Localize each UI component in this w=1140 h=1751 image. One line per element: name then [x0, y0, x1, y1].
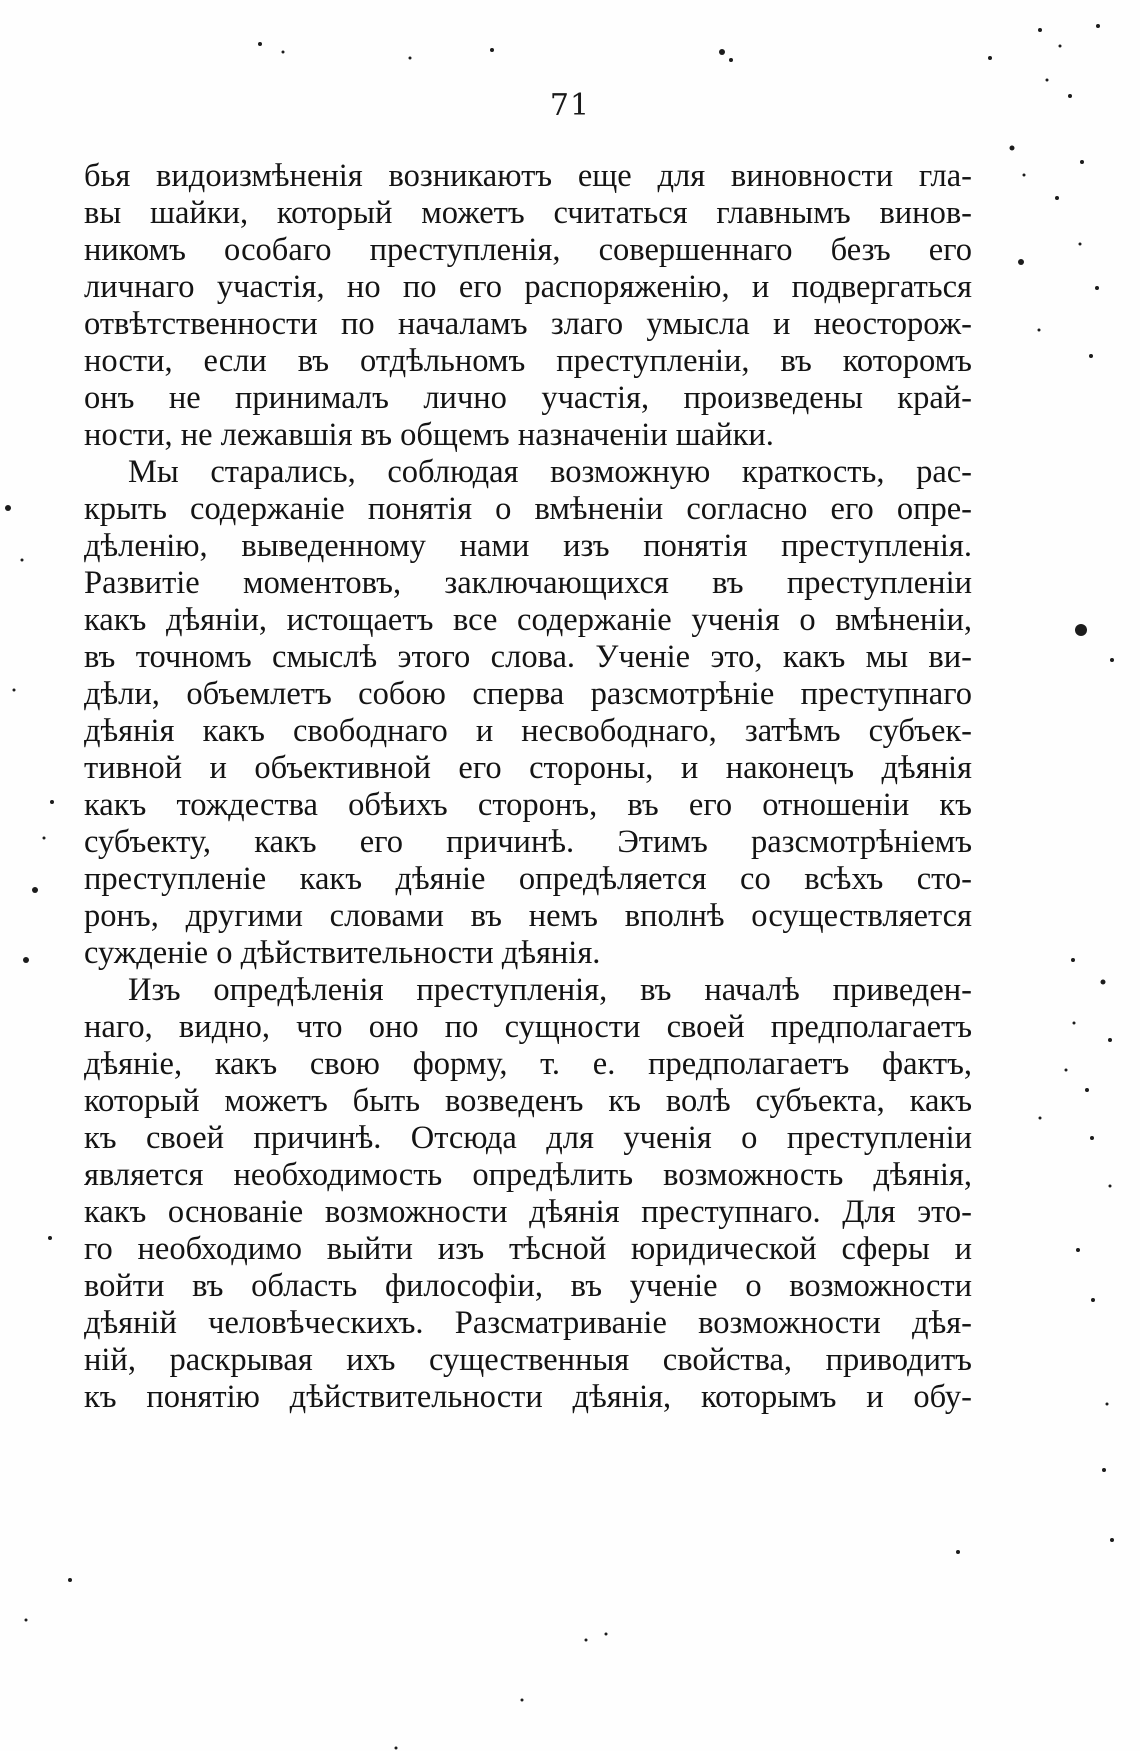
text-line: Развитіе моментовъ, заключающихся въ преступленіи — [84, 565, 972, 601]
text-line: ронъ, другими словами въ немъ вполнѣ осуществляется — [84, 898, 972, 934]
ink-speck — [258, 42, 262, 46]
ink-speck — [1080, 160, 1084, 164]
text-line: вы шайки, который можетъ считаться главнымъ винов- — [84, 195, 972, 231]
paragraph-start-line: Изъ опредѣленія преступленія, въ началѣ приведен- — [128, 972, 972, 1008]
ink-speck — [1110, 658, 1114, 662]
ink-speck — [956, 1550, 960, 1554]
ink-speck — [21, 559, 24, 562]
ink-speck — [50, 800, 54, 804]
page-number: 71 — [549, 88, 591, 123]
ink-speck — [1085, 1088, 1089, 1092]
ink-speck — [1046, 79, 1049, 82]
text-line: въ точномъ смыслѣ этого слова. Ученіе это, какъ мы ви- — [84, 639, 972, 675]
ink-speck — [988, 56, 992, 60]
ink-speck — [25, 1619, 28, 1622]
ink-speck — [1109, 1185, 1112, 1188]
ink-speck — [1101, 980, 1106, 985]
text-line: ности, если въ отдѣльномъ преступленіи, въ которомъ — [84, 343, 972, 379]
text-line: къ понятію дѣйствительности дѣянія, которымъ и обу- — [84, 1379, 972, 1415]
text-line: никомъ особаго преступленія, совершеннаго безъ его — [84, 232, 972, 268]
paragraph-start-line: Мы старались, соблюдая возможную краткость, рас- — [128, 454, 972, 490]
ink-speck — [1039, 1117, 1042, 1120]
ink-speck — [1076, 1248, 1080, 1252]
ink-speck — [1090, 1136, 1094, 1140]
text-line: бья видоизмѣненія возникаютъ еще для виновности гла- — [84, 158, 972, 194]
ink-speck — [1073, 1022, 1076, 1025]
ink-speck — [1106, 1403, 1109, 1406]
ink-speck — [585, 1639, 588, 1642]
ink-speck — [1075, 624, 1087, 636]
text-line: онъ не принималъ лично участія, произведены край- — [84, 380, 972, 416]
ink-speck — [13, 689, 16, 692]
ink-speck — [1018, 259, 1024, 265]
ink-speck — [5, 505, 11, 511]
ink-speck — [409, 57, 412, 60]
text-line: къ своей причинѣ. Отсюда для ученія о преступленіи — [84, 1120, 972, 1156]
ink-speck — [1038, 28, 1042, 32]
ink-speck — [32, 887, 38, 893]
body-text — [84, 158, 972, 1416]
ink-speck — [23, 957, 29, 963]
ink-speck — [1108, 1038, 1112, 1042]
text-line: ній, раскрывая ихъ существенныя свойства, приводитъ — [84, 1342, 972, 1378]
ink-speck — [1023, 174, 1026, 177]
text-line: ности, не лежавшія въ общемъ назначеніи шайки. — [84, 417, 774, 453]
text-line: дѣяніе, какъ свою форму, т. е. предполагаетъ фактъ, — [84, 1046, 972, 1082]
text-line: какъ дѣяніи, истощаетъ все содержаніе ученія о вмѣненіи, — [84, 602, 972, 638]
text-line: дѣли, объемлетъ собою сперва разсмотрѣніе преступнаго — [84, 676, 972, 712]
text-line: отвѣтственности по началамъ злаго умысла и неосторож- — [84, 306, 972, 342]
ink-speck — [1055, 196, 1059, 200]
ink-speck — [521, 1699, 524, 1702]
ink-speck — [68, 1578, 72, 1582]
ink-speck — [729, 58, 733, 62]
text-line: субъекту, какъ его причинѣ. Этимъ разсмотрѣніемъ — [84, 824, 972, 860]
ink-speck — [1096, 24, 1100, 28]
text-line: сужденіе о дѣйствительности дѣянія. — [84, 935, 601, 971]
ink-speck — [1059, 45, 1062, 48]
text-line: войти въ область философіи, въ ученіе о возможности — [84, 1268, 972, 1304]
text-line: наго, видно, что оно по сущности своей предполагаетъ — [84, 1009, 972, 1045]
ink-speck — [1065, 1069, 1068, 1072]
text-line: го необходимо выйти изъ тѣсной юридической сферы и — [84, 1231, 972, 1267]
text-line: является необходимость опредѣлить возможность дѣянія, — [84, 1157, 972, 1193]
ink-speck — [43, 837, 46, 840]
ink-speck — [1102, 1468, 1106, 1472]
ink-speck — [282, 51, 285, 54]
ink-speck — [1071, 958, 1075, 962]
text-line: который можетъ быть возведенъ къ волѣ субъекта, какъ — [84, 1083, 972, 1119]
ink-speck — [1110, 1538, 1114, 1542]
ink-speck — [1089, 354, 1093, 358]
ink-speck — [1095, 286, 1099, 290]
text-line: какъ основаніе возможности дѣянія преступнаго. Для это- — [84, 1194, 972, 1230]
text-line: какъ тождества обѣихъ сторонъ, въ его отношеніи къ — [84, 787, 972, 823]
ink-speck — [490, 48, 494, 52]
text-line: дѣянія какъ свободнаго и несвободнаго, затѣмъ субъек- — [84, 713, 972, 749]
ink-speck — [395, 1747, 398, 1750]
text-line: тивной и объективной его стороны, и наконецъ дѣянія — [84, 750, 972, 786]
ink-speck — [1091, 1298, 1095, 1302]
text-line: личнаго участія, но по его распоряженію, и подвергаться — [84, 269, 972, 305]
text-line: дѣленію, выведенному нами изъ понятія преступленія. — [84, 528, 972, 564]
text-line: крыть содержаніе понятія о вмѣненіи согласно его опре- — [84, 491, 972, 527]
ink-speck — [1079, 243, 1082, 246]
ink-speck — [48, 1236, 52, 1240]
ink-speck — [605, 1633, 608, 1636]
ink-speck — [1010, 146, 1015, 151]
ink-speck — [719, 49, 725, 55]
text-line: преступленіе какъ дѣяніе опредѣляется со всѣхъ сто- — [84, 861, 972, 897]
text-line: дѣяній человѣческихъ. Разсматриваніе возможности дѣя- — [84, 1305, 972, 1341]
ink-speck — [1038, 329, 1041, 332]
